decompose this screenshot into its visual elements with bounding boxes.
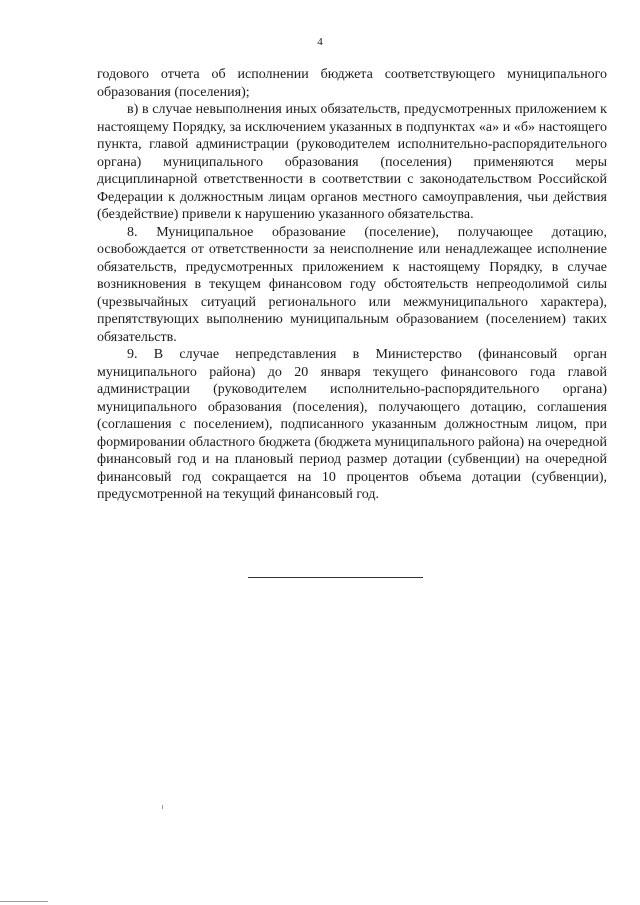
scan-artifact-bottom-left [0, 901, 48, 902]
document-body [97, 66, 607, 504]
paragraph-continuation: годового отчета об исполнении бюджета соответствующего муниципального образования (поселения); [97, 67, 607, 100]
paragraph-item-9: 9. В случае непредставления в Министерство (финансовый орган муниципального района) до 20 января текущего финансового года главой администрации (руководителем исполнительно-распорядительного органа) муниципального образования (поселения), получающего дотацию, соглашения (соглашения с поселением), подписанного указанным должностным лицом, при формировании областного бюджета (бюджета муниципального района) на очередной финансовый год и на плановый период размер дотации (субвенции) на очередной финансовый год сокращается на 10 процентов объема дотации (субвенции), предусмотренной на текущий финансовый год. [97, 347, 607, 502]
scan-artifact-speck [162, 805, 163, 809]
paragraph-subitem-v: в) в случае невыполнения иных обязательств, предусмотренных приложением к настоящему Порядку, за исключением указанных в подпунктах «а» и «б» настоящего пункта, главой администрации (руководителем исполнительно-распорядительного органа) муниципального образования (поселения) применяются меры дисциплинарной ответственности в соответствии с законодательством Российской Федерации к должностным лицам органов местного самоуправления, чьи действия (бездействие) привели к нарушению указанного обязательства. [97, 102, 607, 222]
paragraph-item-8: 8. Муниципальное образование (поселение), получающее дотацию, освобождается от ответственности за неисполнение или ненадлежащее исполнение обязательств, предусмотренных приложением к настоящему Порядку, в случае возникновения в текущем финансовом году обстоятельств непреодолимой силы (чрезвычайных ситуаций регионального или межмуниципального характера), препятствующих выполнению муниципальным образованием (поселением) таких обязательств. [97, 224, 607, 345]
page-number: 4 [317, 36, 323, 48]
end-of-text-rule [248, 577, 423, 578]
